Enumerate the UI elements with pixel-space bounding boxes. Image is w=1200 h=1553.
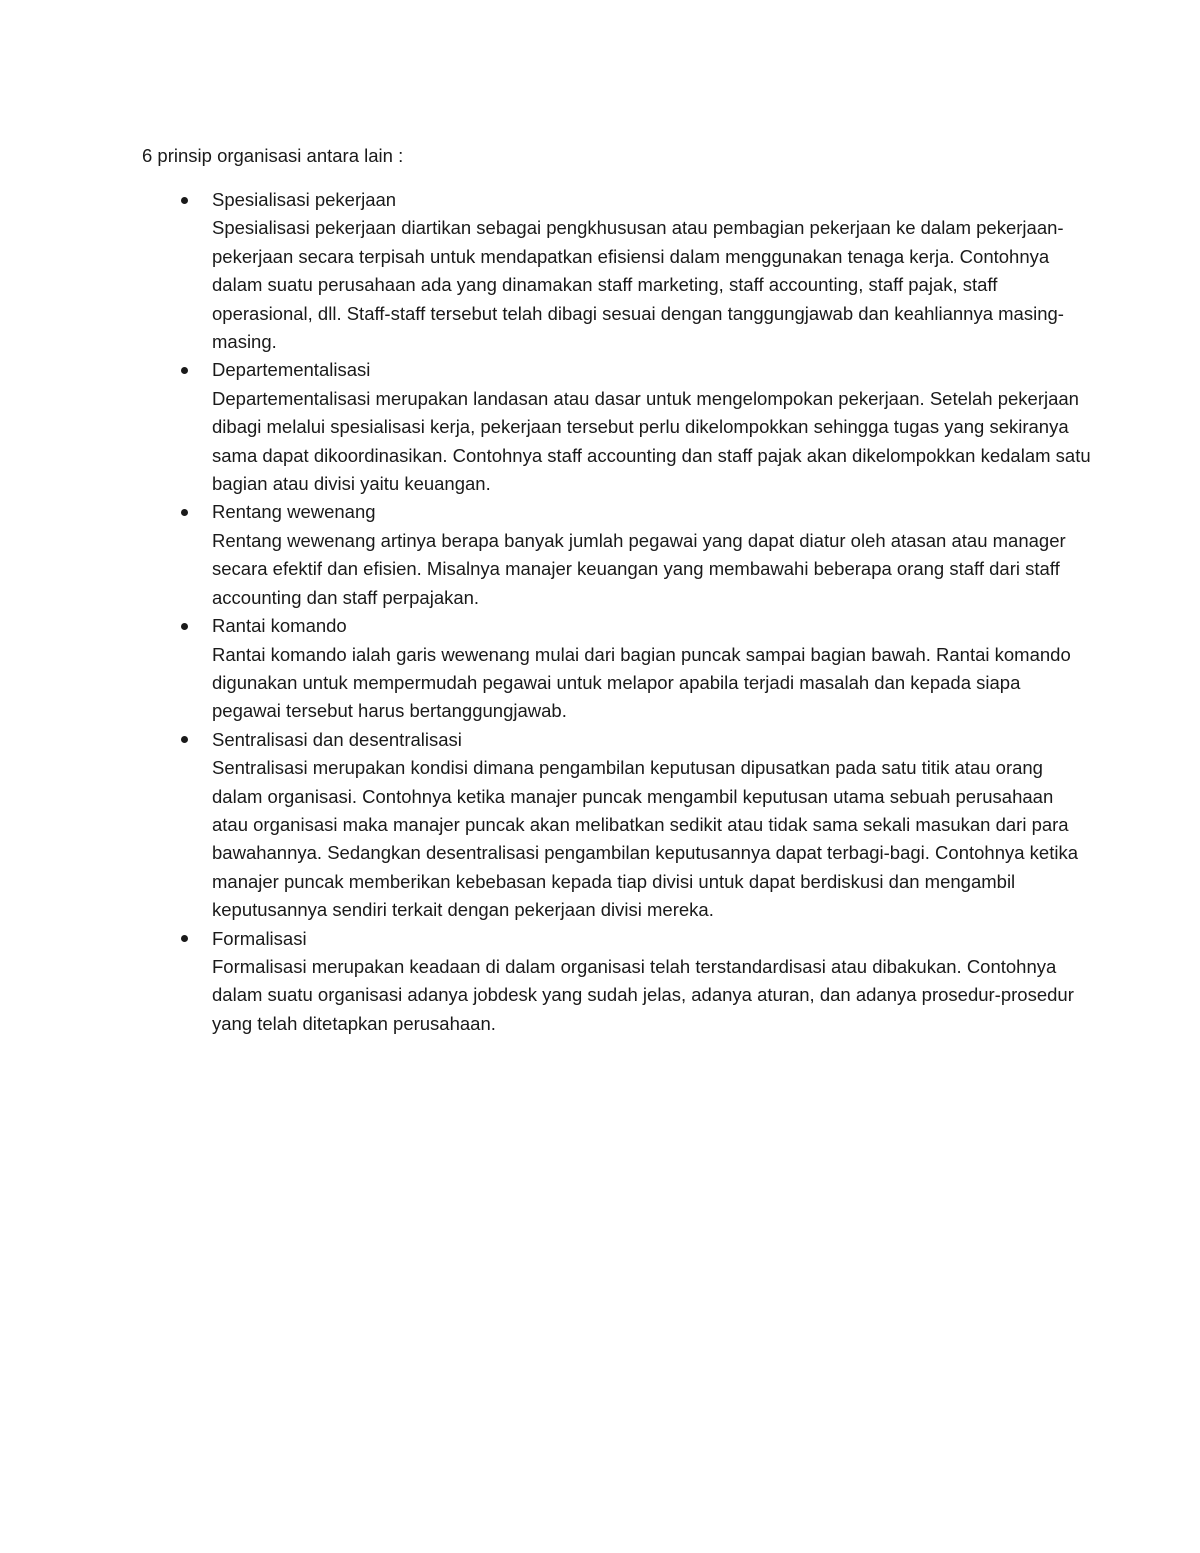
item-body: Rentang wewenang artinya berapa banyak jumlah pegawai yang dapat diatur oleh atasan atau manager secara efektif dan efisien. Misalnya manajer keuangan yang membawahi beberapa orang staff dari staff accounting dan staff perpajakan. (212, 529, 1066, 608)
item-title: Formalisasi (212, 927, 307, 949)
bullet-icon (174, 612, 194, 640)
list-item (212, 612, 1092, 726)
item-title: Rentang wewenang (212, 501, 376, 523)
list-item (212, 925, 1092, 1039)
bullet-icon (174, 356, 194, 384)
item-body: Sentralisasi merupakan kondisi dimana pengambilan keputusan dipusatkan pada satu titik atau orang dalam organisasi. Contohnya ketika manajer puncak mengambil keputusan utama sebuah perusahaan atau organisasi maka manajer puncak akan melibatkan sedikit atau tidak sama sekali masukan dari para bawahannya. Sedangkan desentralisasi pengambilan keputusannya dapat terbagi-bagi. Contohnya ketika manajer puncak memberikan kebebasan kepada tiap divisi untuk dapat berdiskusi dan mengambil keputusannya sendiri terkait dengan pekerjaan divisi mereka. (212, 757, 1078, 921)
list-item (212, 498, 1092, 612)
list-item (212, 356, 1092, 498)
item-title: Departementalisasi (212, 359, 371, 381)
list-item (212, 186, 1092, 356)
item-title: Sentralisasi dan desentralisasi (212, 728, 462, 750)
bullet-icon (174, 186, 194, 214)
bullet-icon (174, 925, 194, 953)
item-title: Rantai komando (212, 615, 347, 637)
item-title: Spesialisasi pekerjaan (212, 189, 397, 210)
principles-list (212, 186, 1092, 1038)
list-item (212, 726, 1092, 925)
bullet-icon (174, 498, 194, 526)
item-body: Departementalisasi merupakan landasan atau dasar untuk mengelompokan pekerjaan. Setelah pekerjaan dibagi melalui spesialisasi kerja, pekerjaan tersebut perlu dikelompokkan sehingga tugas yang sekiranya sama dapat dikoordinasikan. Contohnya staff accounting dan staff pajak akan dikelompokkan kedalam satu bagian atau divisi yaitu keuangan. (212, 387, 1091, 495)
item-body: Formalisasi merupakan keadaan di dalam organisasi telah terstandardisasi atau dibakukan. Contohnya dalam suatu organisasi adanya jobdesk yang sudah jelas, adanya aturan, dan adanya prosedur-prosedur yang telah ditetapkan perusahaan. (212, 955, 1074, 1034)
document-heading: 6 prinsip organisasi antara lain : (142, 145, 404, 166)
bullet-icon (174, 726, 194, 754)
item-body: Rantai komando ialah garis wewenang mulai dari bagian puncak sampai bagian bawah. Rantai komando digunakan untuk mempermudah pegawai untuk melapor apabila terjadi masalah dan kepada siapa pegawai tersebut harus bertanggungjawab. (212, 643, 1071, 722)
item-body: Spesialisasi pekerjaan diartikan sebagai pengkhususan atau pembagian pekerjaan ke dalam pekerjaan-pekerjaan secara terpisah untuk mendapatkan efisiensi dalam menggunakan tenaga kerja. Contohnya dalam suatu perusahaan ada yang dinamakan staff marketing, staff accounting, staff pajak, staff operasional, dll. Staff-staff tersebut telah dibagi sesuai dengan tanggungjawab dan keahliannya masing-masing. (212, 217, 1064, 353)
